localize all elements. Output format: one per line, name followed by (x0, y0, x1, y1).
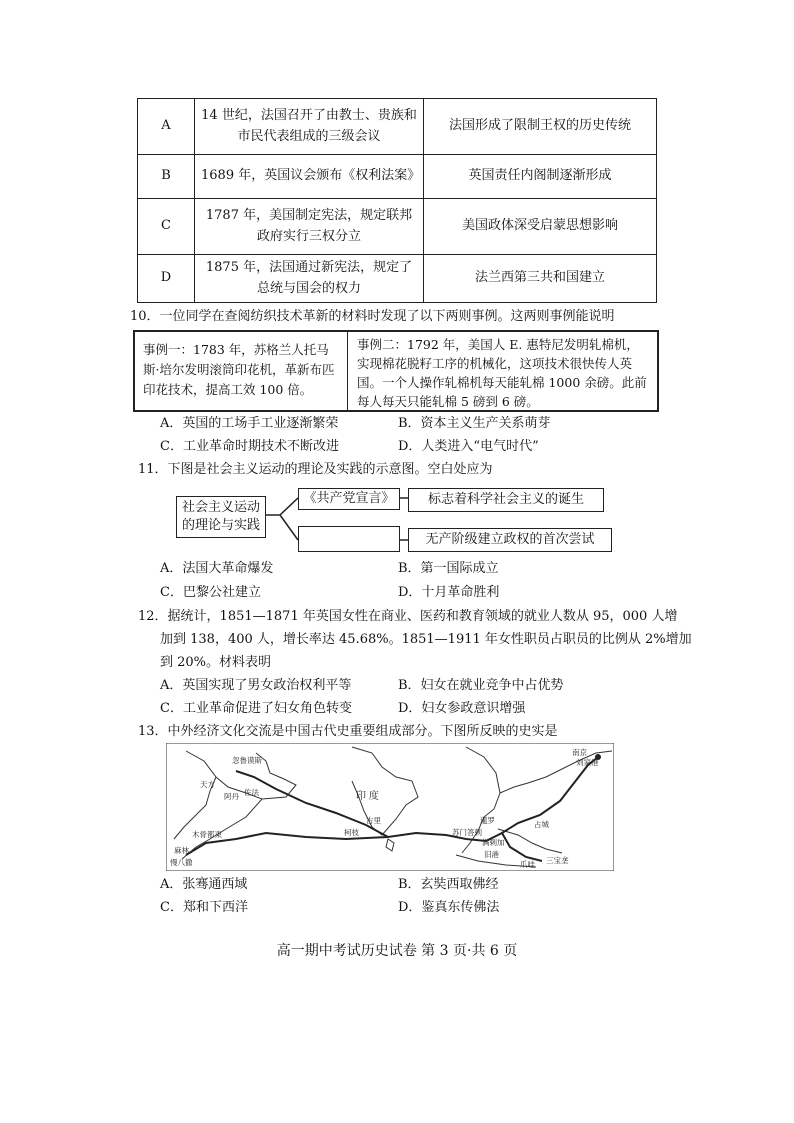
map-label: 柯枝 (344, 828, 359, 837)
row-result: 法兰西第三共和国建立 (424, 255, 657, 303)
option-c[interactable]: C．郑和下西洋 (160, 900, 248, 915)
question-12-line-3: 到 20%。材料表明 (160, 655, 272, 670)
row-label: D (138, 255, 195, 303)
option-b[interactable]: B．第一国际成立 (398, 561, 499, 576)
map-label: 佐法 (244, 788, 259, 797)
row-label: A (138, 99, 195, 155)
page-footer: 高一期中考试历史试卷 第 3 页·共 6 页 (276, 943, 518, 959)
diagram-blank-box (298, 526, 400, 552)
row-result: 英国责任内阁制逐渐形成 (424, 155, 657, 199)
row-event: 1787 年，美国制定宪法，规定联邦政府实行三权分立 (195, 199, 424, 255)
diagram-root-box: 社会主义运动的理论与实践 (176, 496, 266, 538)
question-10-cases (133, 330, 659, 412)
option-c[interactable]: C．巴黎公社建立 (160, 585, 261, 600)
question-12-line-1: 12．据统计，1851—1871 年英国女性在商业、医药和教育领域的就业人数从 95，000 人增 (138, 609, 678, 624)
row-event: 1689 年，英国议会颁布《权利法案》 (195, 155, 424, 199)
option-a[interactable]: A．张骞通西域 (160, 877, 248, 892)
row-label: C (138, 199, 195, 255)
map-label: 满剌加 (482, 838, 505, 847)
map-label: 木骨都束 (192, 830, 222, 839)
table-row (138, 199, 657, 255)
map-label: 古里 (366, 816, 381, 825)
question-13-stem: 13．中外经济文化交流是中国古代史重要组成部分。下图所反映的史实是 (138, 724, 558, 739)
option-a[interactable]: A．法国大革命爆发 (160, 561, 274, 576)
map-label: 爪哇 (520, 860, 535, 869)
option-b[interactable]: B．妇女在就业竞争中占优势 (398, 678, 564, 693)
diagram-desc-2: 无产阶级建立政权的首次尝试 (408, 528, 612, 552)
voyage-map (166, 743, 614, 871)
case-1: 事例一：1783 年，苏格兰人托马斯·培尔发明滚筒印花机，革新布匹印花技术，提高工效 100 倍。 (135, 332, 348, 410)
question-10-stem: 10．一位同学在查阅纺织技术革新的材料时发现了以下两则事例。这两则事例能说明 (130, 309, 615, 324)
map-label: 三宝垄 (546, 856, 569, 865)
map-label: 忽鲁谟斯 (232, 756, 262, 765)
option-a[interactable]: A．英国实现了男女政治权利平等 (160, 678, 352, 693)
option-b[interactable]: B．资本主义生产关系萌芽 (398, 416, 551, 431)
map-label: 占城 (534, 820, 549, 829)
option-c[interactable]: C．工业革命促进了妇女角色转变 (160, 701, 352, 716)
map-label: 阿丹 (224, 792, 239, 801)
map-label: 天方 (200, 780, 215, 789)
option-b[interactable]: B．玄奘西取佛经 (398, 877, 499, 892)
option-d[interactable]: D．十月革命胜利 (398, 585, 500, 600)
diagram-node-manifesto: 《共产党宣言》 (298, 488, 400, 510)
map-label: 南京 (572, 748, 587, 757)
option-d[interactable]: D．妇女参政意识增强 (398, 701, 526, 716)
option-c[interactable]: C．工业革命时期技术不断改进 (160, 439, 339, 454)
question-9-table (137, 98, 657, 303)
option-d[interactable]: D．人类进入“电气时代” (398, 439, 539, 454)
option-d[interactable]: D．鉴真东传佛法 (398, 900, 500, 915)
row-result: 法国形成了限制王权的历史传统 (424, 99, 657, 155)
row-event: 1875 年，法国通过新宪法，规定了总统与国会的权力 (195, 255, 424, 303)
table-row (138, 99, 657, 155)
map-label: 暹罗 (480, 816, 495, 825)
row-result: 美国政体深受启蒙思想影响 (424, 199, 657, 255)
table-row (138, 255, 657, 303)
row-label: B (138, 155, 195, 199)
map-label: 麻林 (174, 846, 189, 855)
question-12-line-2: 加到 138，400 人，增长率达 45.68%。1851—1911 年女性职员占职员的比例从 2%增加 (160, 632, 692, 647)
question-11-stem: 11．下图是社会主义运动的理论及实践的示意图。空白处应为 (138, 462, 493, 477)
table-row (138, 155, 657, 199)
map-label: 旧港 (484, 850, 499, 859)
map-label: 印 度 (356, 791, 379, 802)
option-a[interactable]: A．英国的工场手工业逐渐繁荣 (160, 416, 339, 431)
map-label: 苏门答剌 (452, 828, 482, 837)
row-event: 14 世纪，法国召开了由教士、贵族和市民代表组成的三级会议 (195, 99, 424, 155)
case-2: 事例二：1792 年，美国人 E. 惠特尼发明轧棉机，实现棉花脱籽工序的机械化，这项技术很快传人英国。一个人操作轧棉机每天能轧棉 1000 余磅。此前每人每天只能轧棉 5 磅到 6 磅。 (357, 337, 647, 409)
map-label: 慢八撒 (170, 858, 193, 867)
diagram-desc-1: 标志着科学社会主义的诞生 (408, 488, 604, 512)
map-label: 刘家港 (576, 758, 599, 767)
